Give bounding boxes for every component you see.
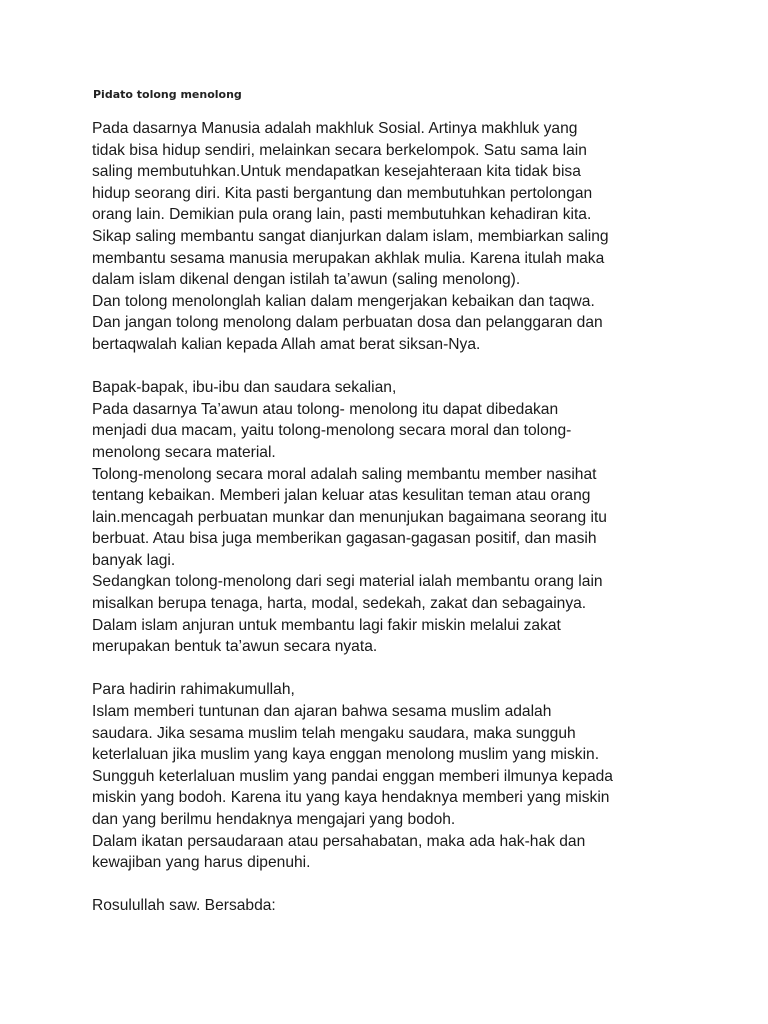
text-line: hidup seorang diri. Kita pasti bergantung dan membutuhkan pertolongan [92,184,593,202]
text-line: Dalam ikatan persaudaraan atau persahabatan, maka ada hak-hak dan [92,832,586,850]
text-line: Pada dasarnya Manusia adalah makhluk Sosial. Artinya makhluk yang [92,120,578,137]
text-line: Dan tolong menolonglah kalian dalam mengerjakan kebaikan dan taqwa. [92,292,595,310]
paragraph-intro [92,118,712,356]
text-line: banyak lagi. [92,551,176,569]
text-line: misalkan berupa tenaga, harta, modal, sedekah, zakat dan sebagainya. [92,595,587,613]
text-line: Tolong-menolong secara moral adalah saling membantu member nasihat [92,465,597,483]
text-line: berbuat. Atau bisa juga memberikan gagasan-gagasan positif, dan masih [92,530,597,548]
text-line: dan yang berilmu hendaknya mengajari yang bodoh. [92,811,456,828]
text-line: Sikap saling membantu sangat dianjurkan dalam islam, membiarkan saling [92,227,609,245]
text-line: menjadi dua macam, yaitu tolong-menolong secara moral dan tolong- [92,422,572,440]
text-line: tentang kebaikan. Memberi jalan keluar atas kesulitan teman atau orang [92,487,591,505]
document-title: Pidato tolong menolong [93,88,242,101]
text-line: membantu sesama manusia merupakan akhlak mulia. Karena itulah maka [92,249,605,267]
text-line: kewajiban yang harus dipenuhi. [92,854,311,872]
text-line: Bapak-bapak, ibu-ibu dan saudara sekalian, [92,379,397,397]
text-line: Dan jangan tolong menolong dalam perbuatan dosa dan pelanggaran dan [92,314,603,332]
text-line: miskin yang bodoh. Karena itu yang kaya hendaknya memberi yang miskin [92,789,610,807]
text-line: keterlaluan jika muslim yang kaya enggan menolong muslim yang miskin. [92,746,600,764]
text-line: Rosulullah saw. Bersabda: [92,897,276,915]
text-line: orang lain. Demikian pula orang lain, pasti membutuhkan kehadiran kita. [92,206,592,224]
text-line: tidak bisa hidup sendiri, melainkan secara berkelompok. Satu sama lain [92,141,587,159]
text-line: Islam memberi tuntunan dan ajaran bahwa sesama muslim adalah [92,703,552,721]
text-line: saudara. Jika sesama muslim telah mengaku saudara, maka sungguh [92,724,576,742]
paragraph-hadith-intro [92,895,712,917]
text-line: Sedangkan tolong-menolong dari segi material ialah membantu orang lain [92,573,603,591]
text-line: menolong secara material. [92,443,276,461]
paragraph-brotherhood [92,679,712,873]
text-line: saling membutuhkan.Untuk mendapatkan kesejahteraan kita tidak bisa [92,163,581,181]
paragraph-taawun [92,377,712,658]
text-line: Sungguh keterlaluan muslim yang pandai enggan memberi ilmunya kepada [92,767,613,785]
text-line: merupakan bentuk ta’awun secara nyata. [92,638,378,656]
text-line: lain.mencagah perbuatan munkar dan menunjukan bagaimana seorang itu [92,508,607,526]
text-line: dalam islam dikenal dengan istilah ta’awun (saling menolong). [92,271,521,289]
text-line: Para hadirin rahimakumullah, [92,681,295,699]
text-line: Dalam islam anjuran untuk membantu lagi fakir miskin melalui zakat [92,616,561,634]
text-line: bertaqwalah kalian kepada Allah amat berat siksan-Nya. [92,335,481,353]
document-body [92,118,712,939]
text-line: Pada dasarnya Ta’awun atau tolong- menolong itu dapat dibedakan [92,400,559,418]
